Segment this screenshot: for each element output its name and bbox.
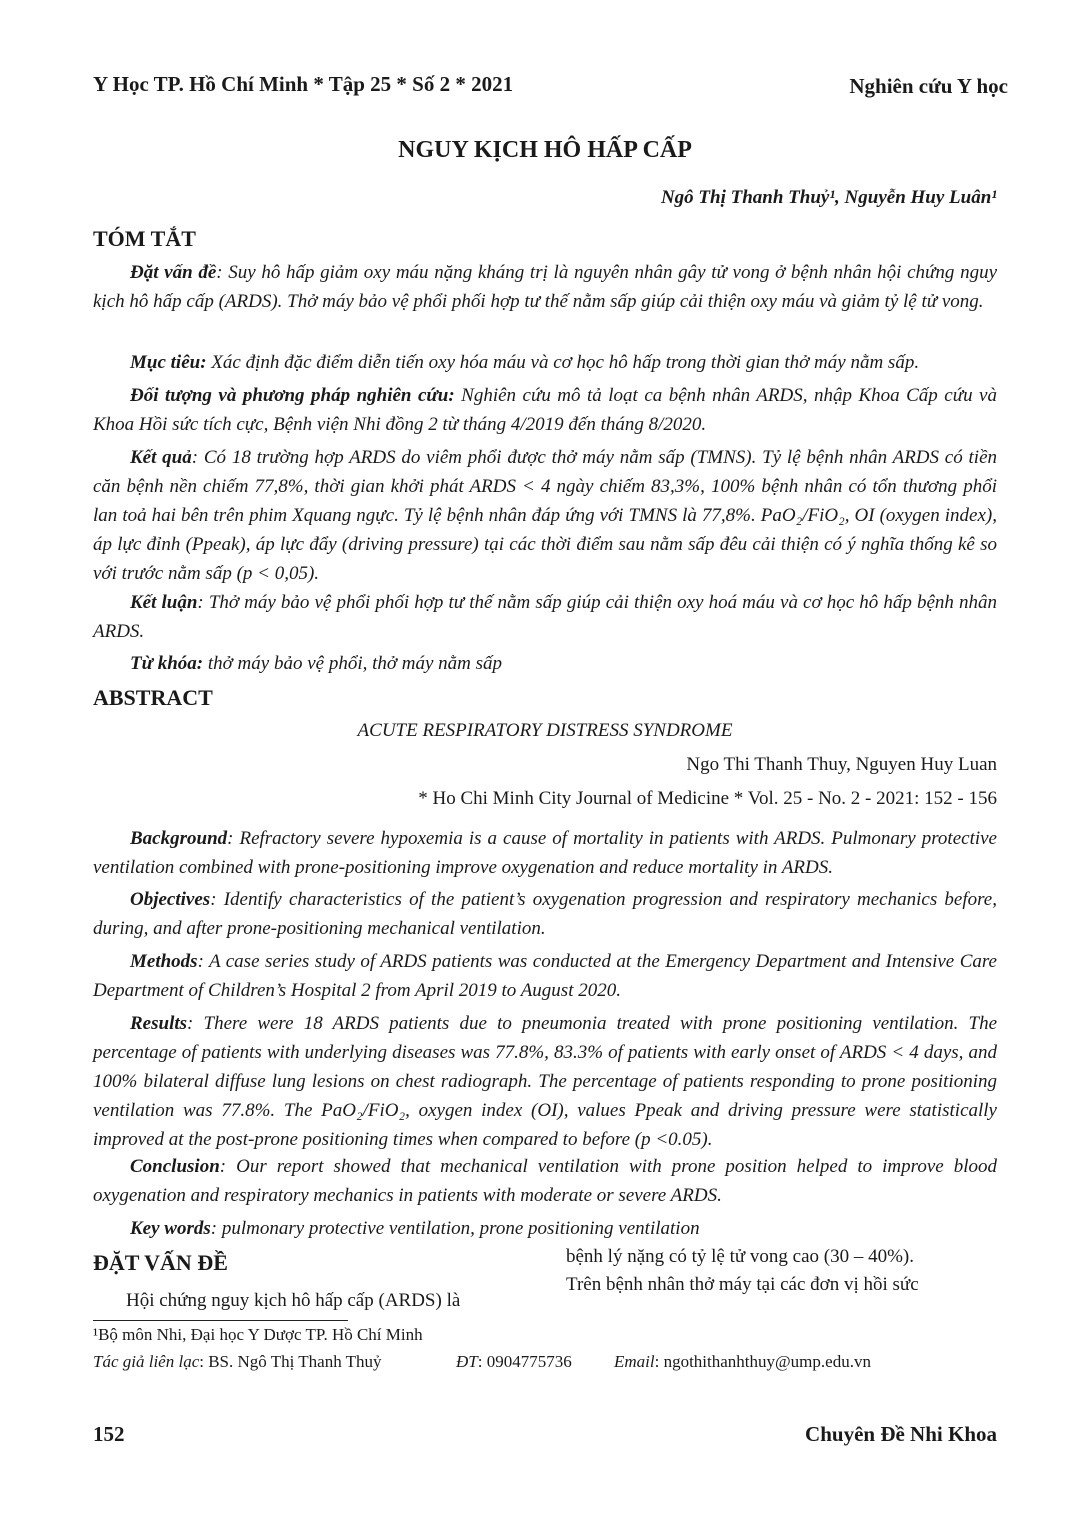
para-text: : pulmonary protective ventilation, prone positioning ventilation <box>210 1218 700 1239</box>
intro-right-line-2: Trên bệnh nhân thở máy tại các đơn vị hồi sức <box>566 1274 919 1295</box>
para-text: : Identify characteristics of the patient’s oxygenation progression and respiratory mechanics before, during, and after prone-positioning mechanical ventilation. <box>93 889 997 939</box>
para-label: Kết quả <box>130 447 192 468</box>
contact-label: Tác giả liên lạc <box>93 1352 200 1371</box>
tomtat-conclusion <box>93 588 997 646</box>
page-number: 152 <box>93 1422 125 1446</box>
para-label: Results <box>130 1013 188 1034</box>
journal-header: Y Học TP. Hồ Chí Minh * Tập 25 * Số 2 * 2021 <box>93 72 514 96</box>
contact-value: : BS. Ngô Thị Thanh Thuỷ <box>199 1352 382 1371</box>
tomtat-results <box>93 443 997 588</box>
abstract-keywords <box>93 1214 997 1243</box>
footer-section: Chuyên Đề Nhi Khoa <box>805 1422 997 1446</box>
para-label: Kết luận <box>130 592 198 613</box>
para-text: : There were 18 ARDS patients due to pneumonia treated with prone positioning ventilation. The percentage of patients with underlying diseases was 77.8%, 83.3% of patients with early onset of ARDS < 4 days, and 100% bilateral diffuse lung lesions on chest radiograph. The percentage of patients responding to prone positioning ventilation was 77.8%. The PaO₂/FiO₂, oxygen index (OI), values Ppeak and driving pressure were statistically improved at the post-prone positioning times when compared to before (p <0.05). <box>93 1013 997 1150</box>
tomtat-keywords <box>93 649 997 678</box>
abstract-citation: * Ho Chi Minh City Journal of Medicine * Vol. 25 - No. 2 - 2021: 152 - 156 <box>418 788 997 809</box>
para-label: Background <box>130 828 228 849</box>
para-label: Từ khóa: <box>130 653 204 674</box>
abstract-background <box>93 824 997 882</box>
para-label: Methods <box>130 951 198 972</box>
email-label: Email <box>614 1352 655 1371</box>
tomtat-heading: TÓM TẮT <box>93 226 196 251</box>
article-title: NGUY KỊCH HÔ HẤP CẤP <box>398 137 692 163</box>
para-label: Mục tiêu: <box>130 352 207 373</box>
para-text: : Our report showed that mechanical ventilation with prone position helped to improve blood oxygenation and respiratory mechanics in patients with moderate or severe ARDS. <box>93 1156 997 1206</box>
phone-value: : 0904775736 <box>477 1352 572 1371</box>
footnote-email <box>614 1352 871 1372</box>
footnote-contact <box>93 1352 382 1372</box>
para-label: Conclusion <box>130 1156 220 1177</box>
intro-heading: ĐẶT VẤN ĐỀ <box>93 1250 228 1275</box>
para-text: : Suy hô hấp giảm oxy máu nặng kháng trị là nguyên nhân gây tử vong ở bệnh nhân hội chứng nguy kịch hô hấp cấp (ARDS). Thở máy bảo vệ phổi phối hợp tư thế nằm sấp giúp cải thiện oxy máu và giảm tỷ lệ tử vong. <box>93 262 997 312</box>
abstract-title: ACUTE RESPIRATORY DISTRESS SYNDROME <box>357 720 733 741</box>
abstract-methods <box>93 947 997 1005</box>
footnote-affiliation: ¹Bộ môn Nhi, Đại học Y Dược TP. Hồ Chí Minh <box>93 1325 423 1344</box>
email-value: : ngothithanhthuy@ump.edu.vn <box>654 1352 871 1371</box>
para-text: Nghiên cứu mô tả loạt ca bệnh nhân ARDS, nhập Khoa Cấp cứu và Khoa Hồi sức tích cực, Bệnh viện Nhi đồng 2 từ tháng 4/2019 đến tháng 8/2020. <box>93 385 997 435</box>
para-text: : Có 18 trường hợp ARDS do viêm phổi được thở máy nằm sấp (TMNS). Tỷ lệ bệnh nhân ARDS có tiền căn bệnh nền chiếm 77,8%, thời gian khởi phát ARDS < 4 ngày chiếm 83,3%, 100% bệnh nhân có tổn thương phổi lan toả hai bên trên phim Xquang ngực. Tỷ lệ bệnh nhân đáp ứng với TMNS là 77,8%. PaO₂/FiO₂, OI (oxygen index), áp lực đỉnh (Ppeak), áp lực đẩy (driving pressure) tại các thời điểm sau nằm sấp đêu cải thiện có ý nghĩa thống kê so với trước nằm sấp (p < 0,05). <box>93 447 998 584</box>
abstract-objectives <box>93 885 997 943</box>
para-label: Objectives <box>130 889 211 910</box>
para-text: : Thở máy bảo vệ phổi phối hợp tư thế nằm sấp giúp cải thiện oxy hoá máu và cơ học hô hấp bệnh nhân ARDS. <box>93 592 997 642</box>
intro-left-text: Hội chứng nguy kịch hô hấp cấp (ARDS) là <box>126 1290 461 1311</box>
para-label: Đặt vấn đề <box>130 262 217 283</box>
para-label: Key words <box>130 1218 211 1239</box>
intro-right-line-1: bệnh lý nặng có tỷ lệ tử vong cao (30 – 40%). <box>566 1246 914 1267</box>
para-text: thở máy bảo vệ phổi, thở máy nằm sấp <box>203 653 503 674</box>
tomtat-methods <box>93 381 997 439</box>
para-text: : A case series study of ARDS patients was conducted at the Emergency Department and Intensive Care Department of Children’s Hospital 2 from April 2019 to August 2020. <box>93 951 997 1001</box>
tomtat-background <box>93 258 997 316</box>
abstract-heading: ABSTRACT <box>93 685 213 710</box>
para-text: : Refractory severe hypoxemia is a cause of mortality in patients with ARDS. Pulmonary protective ventilation combined with prone-positioning improve oxygenation and reduce mortality in ARDS. <box>93 828 997 878</box>
abstract-results <box>93 1009 997 1154</box>
para-label: Đối tượng và phương pháp nghiên cứu: <box>130 385 455 406</box>
tomtat-objectives <box>93 348 997 377</box>
abstract-authors: Ngo Thi Thanh Thuy, Nguyen Huy Luan <box>686 754 997 775</box>
abstract-conclusion <box>93 1152 997 1210</box>
para-text: Xác định đặc điểm diễn tiến oxy hóa máu và cơ học hô hấp trong thời gian thở máy nằm sấp. <box>206 352 920 373</box>
authors: Ngô Thị Thanh Thuỷ¹, Nguyễn Huy Luân¹ <box>660 187 997 208</box>
section-header: Nghiên cứu Y học <box>849 74 1008 98</box>
footnote-divider <box>93 1320 348 1321</box>
phone-label: ĐT <box>456 1352 478 1371</box>
footnote-phone <box>456 1352 572 1372</box>
